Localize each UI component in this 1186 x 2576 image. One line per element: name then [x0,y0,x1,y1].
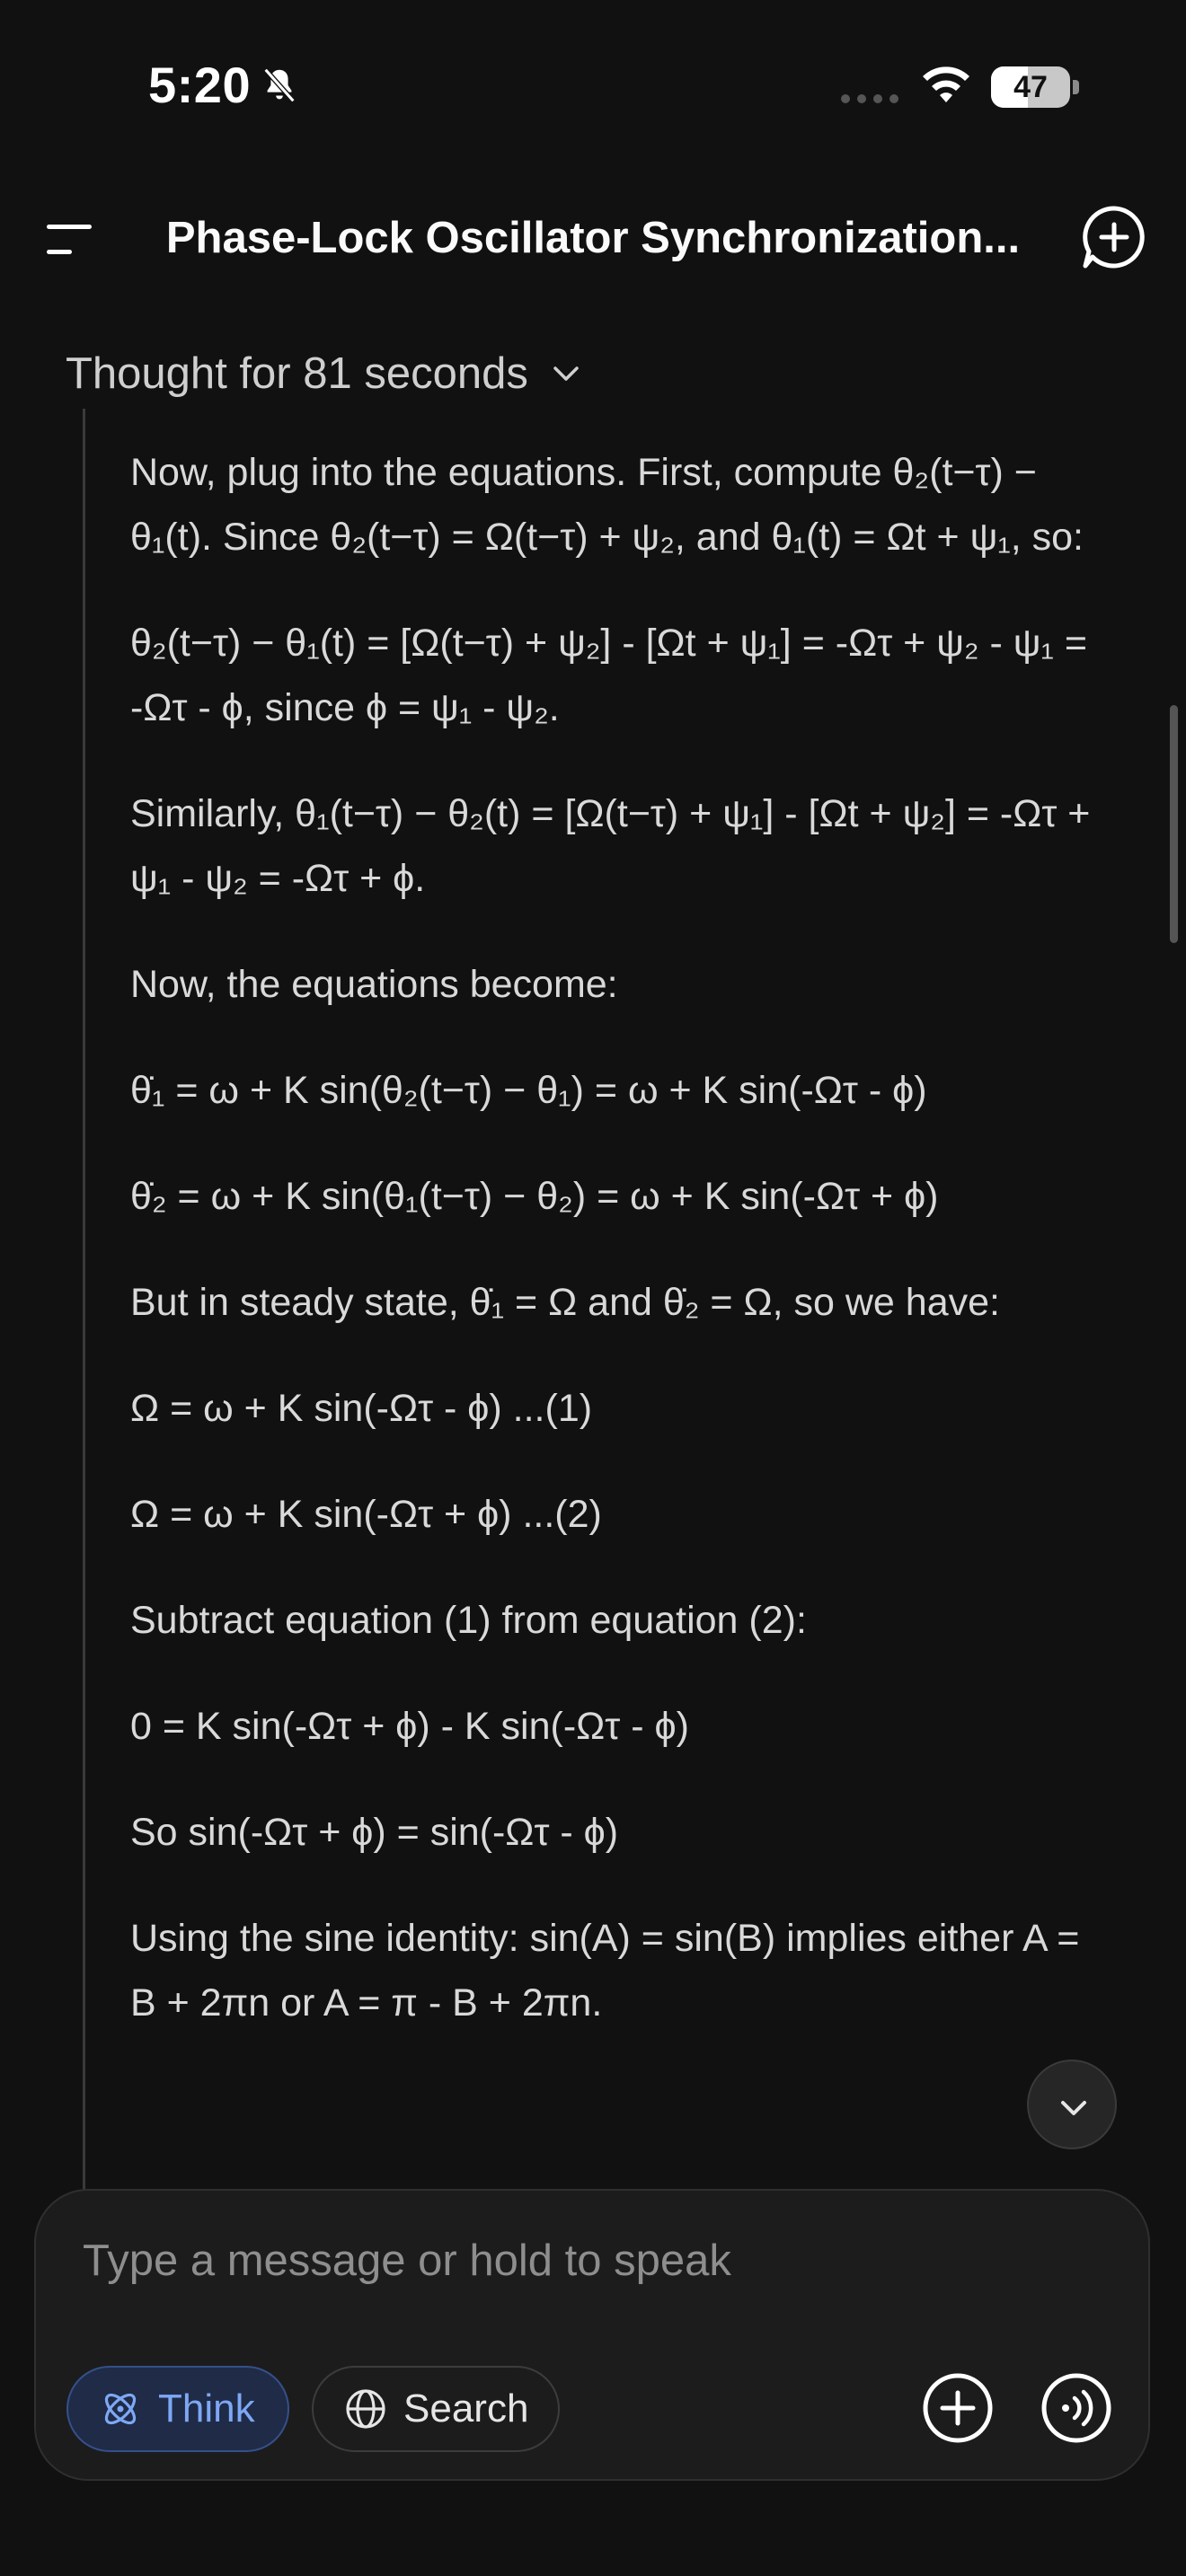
thought-toggle[interactable] [66,341,584,406]
battery-percent: 47 [1013,70,1048,104]
thought-paragraph: Ω = ω + K sin(-Ωτ - ϕ) ...(1) [130,1387,593,1430]
new-chat-icon[interactable] [1080,203,1148,271]
globe-icon [344,2387,387,2430]
chevron-down-icon [1056,2090,1092,2126]
voice-wave-icon[interactable] [1039,2370,1114,2446]
thought-paragraph: θ₂(t−τ) − θ₁(t) = [Ω(t−τ) + ψ₂] - [Ωt + ψ₁] = -Ωτ + ψ₂ - ψ₁ = -Ωτ - ϕ, since ϕ = ψ₁ - ψ₂. [130,622,1087,729]
thought-paragraph: Similarly, θ₁(t−τ) − θ₂(t) = [Ω(t−τ) + ψ₁] - [Ωt + ψ₂] = -Ωτ + ψ₁ - ψ₂ = -Ωτ + ϕ. [130,792,1091,900]
thought-paragraph: 0 = K sin(-Ωτ + ϕ) - K sin(-Ωτ - ϕ) [130,1705,689,1748]
thought-label: Thought for 81 seconds [66,349,528,398]
chevron-down-icon [548,356,584,392]
thought-paragraph: θ̇₁ = ω + K sin(θ₂(t−τ) − θ₁) = ω + K sin(-Ωτ - ϕ) [130,1069,927,1112]
cellular-dots-icon [840,93,903,104]
thought-content [130,440,1105,2183]
wifi-icon [918,63,974,106]
thought-paragraph: Ω = ω + K sin(-Ωτ + ϕ) ...(2) [130,1493,602,1536]
thought-divider [83,409,85,2196]
message-input[interactable] [83,2236,981,2286]
bell-muted-icon [259,65,300,106]
battery-icon [991,66,1081,108]
search-button[interactable] [312,2366,560,2452]
thought-paragraph: But in steady state, θ̇₁ = Ω and θ̇₂ = Ω, so we have: [130,1281,1000,1324]
thought-paragraph: Now, the equations become: [130,963,618,1006]
atom-icon [99,2387,142,2430]
think-button[interactable] [66,2366,289,2452]
scrollbar[interactable] [1170,705,1178,943]
scroll-to-bottom-button[interactable] [1027,2060,1117,2149]
status-time: 5:20 [148,57,252,113]
think-label: Think [158,2386,255,2430]
page-title[interactable]: Phase-Lock Oscillator Synchronization... [165,214,1021,262]
thought-paragraph: So sin(-Ωτ + ϕ) = sin(-Ωτ - ϕ) [130,1811,619,1854]
status-bar [0,0,1186,171]
menu-icon[interactable] [36,214,108,268]
thought-paragraph: Now, plug into the equations. First, compute θ₂(t−τ) − θ₁(t). Since θ₂(t−τ) = Ω(t−τ) + ψ₂, and θ₁(t) = Ωt + ψ₁, so: [130,451,1084,559]
message-composer [34,2189,1150,2481]
search-label: Search [403,2386,529,2430]
thought-paragraph: θ̇₂ = ω + K sin(θ₁(t−τ) − θ₂) = ω + K sin(-Ωτ + ϕ) [130,1175,939,1218]
thought-paragraph: Using the sine identity: sin(A) = sin(B) implies either A = B + 2πn or A = π - B + 2πn. [130,1917,1080,2025]
app-header [0,180,1186,296]
plus-circle-icon[interactable] [920,2370,996,2446]
thought-paragraph: Subtract equation (1) from equation (2): [130,1599,807,1642]
